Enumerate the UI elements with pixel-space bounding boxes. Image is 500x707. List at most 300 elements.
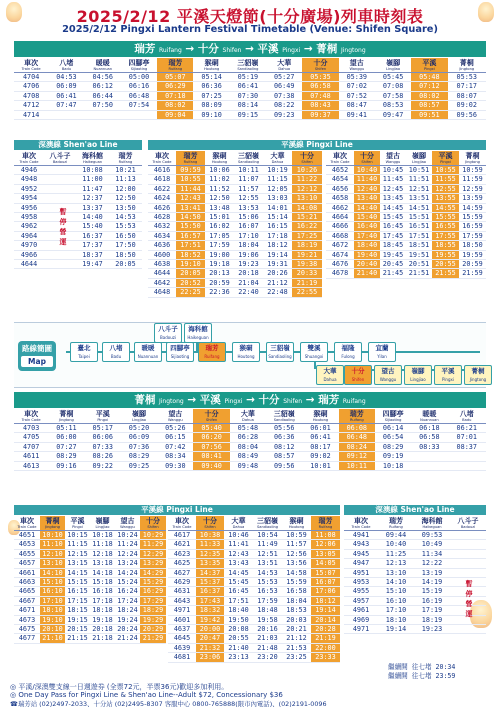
table-row xyxy=(326,184,486,193)
table-cell: 07:27 xyxy=(48,442,84,451)
table-cell: 07:36 xyxy=(121,442,157,451)
table-cell: 11:15 xyxy=(263,175,292,184)
table-cell: 09:48 xyxy=(230,461,266,470)
table-cell: 12:55 xyxy=(432,184,459,193)
column-header: 三貂嶺 Sandiaoling xyxy=(234,151,263,166)
table-cell: 09:02 xyxy=(448,101,486,110)
table-cell: 08:02 xyxy=(157,101,193,110)
timetable-shifen-ruifang xyxy=(168,516,340,663)
table-row xyxy=(168,531,340,540)
table-cell: 08:41 xyxy=(193,452,229,461)
map-station-haikeguan: 海科館 Haikeguan xyxy=(184,323,212,343)
table-cell: 23:25 xyxy=(282,653,311,662)
timetable-ruifang-jingtong xyxy=(14,58,486,120)
table-cell: 08:33 xyxy=(411,442,447,451)
table-cell: 4625 xyxy=(168,559,196,568)
table-cell: 06:48 xyxy=(121,91,157,100)
table-cell: 16:51 xyxy=(406,222,432,231)
table-cell: 12:50 xyxy=(205,194,234,203)
table-cell: 04:53 xyxy=(48,73,84,82)
table-cell: 4667 xyxy=(14,596,40,605)
table-cell: 16:40 xyxy=(354,222,380,231)
column-header: 車次 Train Code xyxy=(14,58,48,73)
table-cell: 20:29 xyxy=(140,625,166,634)
column-header: 十分 Shifen xyxy=(292,151,322,166)
table-cell: 14:53 xyxy=(109,213,142,222)
table-cell: 19:21 xyxy=(292,250,322,259)
table-cell: 14:50 xyxy=(176,213,205,222)
table-cell: 20:45 xyxy=(380,260,406,269)
table-cell: 06:16 xyxy=(121,82,157,91)
section-banner-pingxi-inbound: 平溪線 Pingxi Line xyxy=(14,505,340,515)
table-cell: 12:51 xyxy=(253,549,282,558)
table-cell: 14:19 xyxy=(414,578,450,587)
table-row xyxy=(14,625,166,634)
table-cell: 12:55 xyxy=(234,194,263,203)
table-row xyxy=(14,531,166,540)
table-cell: 21:19 xyxy=(311,634,340,643)
map-station-dahua: 大華 Dahua xyxy=(316,365,344,385)
table-cell: 14:10 xyxy=(378,578,414,587)
table-cell: 20:03 xyxy=(282,615,311,624)
route-map xyxy=(14,322,486,388)
table-cell: 16:22 xyxy=(292,222,322,231)
table-cell: 4648 xyxy=(148,288,176,297)
table-cell: 18:32 xyxy=(196,606,224,615)
table-cell: 21:40 xyxy=(354,269,380,278)
column-header: 平溪 Pingxi xyxy=(432,151,459,166)
column-header: 瑞芳 Ruifang xyxy=(109,151,142,166)
table-header-row xyxy=(326,151,486,166)
table-row xyxy=(14,110,486,119)
table-header-row xyxy=(344,516,486,531)
page-title: 2025/2/12 平溪天燈節(十分廣場)列車時刻表 xyxy=(76,7,424,26)
table-cell: 06:49 xyxy=(266,82,302,91)
table-cell: 19:55 xyxy=(432,250,459,259)
table-cell: 08:12 xyxy=(266,442,302,451)
table-header-row xyxy=(168,516,340,531)
table-header-row xyxy=(14,516,166,531)
table-row xyxy=(168,559,340,568)
route-banner-inbound: 菁桐 Jingtong → 平溪 Pingxi → 十分 Shifen → 瑞芳 Ruifang xyxy=(14,392,486,408)
map-station-yilan: 宜蘭 Yilan xyxy=(368,342,396,362)
column-header: 十分 Shifen xyxy=(193,409,229,424)
table-cell: 13:29 xyxy=(140,559,166,568)
table-cell: 23:06 xyxy=(196,653,224,662)
table-cell: 13:37 xyxy=(76,203,109,212)
timetable-jingtong-shifen xyxy=(14,516,166,644)
table-cell: 10:08 xyxy=(76,166,109,175)
column-header: 車次 Train Code xyxy=(168,516,196,531)
table-cell: 4970 xyxy=(14,241,44,250)
table-cell: 19:51 xyxy=(406,250,432,259)
table-cell: 07:42 xyxy=(157,442,193,451)
table-row xyxy=(14,596,166,605)
table-cell xyxy=(44,184,76,193)
table-cell: 10:40 xyxy=(378,540,414,549)
table-cell: 10:19 xyxy=(263,166,292,175)
column-header: 三貂嶺 Sandiaoling xyxy=(230,58,266,73)
table-cell: 4629 xyxy=(168,578,196,587)
table-cell: 18:53 xyxy=(282,606,311,615)
table-cell: 10:38 xyxy=(196,531,224,540)
table-cell: 16:55 xyxy=(432,222,459,231)
table-cell: 16:45 xyxy=(224,587,253,596)
table-cell: 18:15 xyxy=(65,606,90,615)
table-cell: 15:15 xyxy=(65,578,90,587)
column-header: 車次 Train Code xyxy=(326,151,354,166)
column-header: 平溪 Pingxi xyxy=(85,409,121,424)
table-cell: 13:43 xyxy=(224,559,253,568)
table-row xyxy=(14,568,166,577)
table-cell: 06:41 xyxy=(230,82,266,91)
table-row xyxy=(148,269,322,278)
table-cell: 08:02 xyxy=(411,91,447,100)
table-cell: 15:01 xyxy=(205,213,234,222)
table-cell: 4601 xyxy=(168,615,196,624)
table-cell: 15:50 xyxy=(176,222,205,231)
table-cell: 15:53 xyxy=(109,222,142,231)
table-cell: 4712 xyxy=(14,101,48,110)
table-cell: 16:45 xyxy=(380,222,406,231)
table-cell: 06:58 xyxy=(302,82,338,91)
table-cell: 19:14 xyxy=(378,625,414,634)
table-cell: 06:41 xyxy=(48,91,84,100)
table-row xyxy=(14,175,142,184)
table-cell: 15:10 xyxy=(378,587,414,596)
table-row xyxy=(14,241,142,250)
column-header: 車次 Train Code xyxy=(14,151,44,166)
table-row xyxy=(14,231,142,240)
table-cell: 19:14 xyxy=(263,250,292,259)
column-header: 海科館 Haikeguan xyxy=(76,151,109,166)
table-cell: 17:50 xyxy=(109,241,142,250)
timetable-shifen-jingtong xyxy=(326,151,486,279)
table-cell: 08:47 xyxy=(339,101,375,110)
table-cell: 20:21 xyxy=(282,625,311,634)
table-cell: 23:33 xyxy=(311,653,340,662)
table-row xyxy=(148,250,322,259)
table-cell xyxy=(411,452,447,461)
table-cell: 16:37 xyxy=(76,231,109,240)
table-cell: 10:06 xyxy=(205,166,234,175)
table-cell: 12:43 xyxy=(176,194,205,203)
table-cell: 21:59 xyxy=(459,269,486,278)
column-header: 嶺腳 Lingjiao xyxy=(375,58,411,73)
table-cell: 05:26 xyxy=(157,424,193,433)
table-cell: 11:44 xyxy=(176,184,205,193)
table-cell: 18:50 xyxy=(109,250,142,259)
table-cell: 10:51 xyxy=(406,166,432,175)
table-cell: 12:13 xyxy=(378,559,414,568)
table-row xyxy=(344,531,486,540)
table-row xyxy=(14,73,486,82)
map-station-houtong: 猴硐 Houtong xyxy=(232,342,260,362)
table-cell: 14:51 xyxy=(406,203,432,212)
table-cell: 21:29 xyxy=(140,634,166,643)
table-cell xyxy=(450,625,486,634)
table-cell: 16:10 xyxy=(40,587,65,596)
table-cell: 4946 xyxy=(14,166,44,175)
table-cell: 12:40 xyxy=(354,184,380,193)
table-cell: 4632 xyxy=(148,222,176,231)
table-cell: 18:29 xyxy=(140,606,166,615)
table-cell: 11:02 xyxy=(205,175,234,184)
table-cell: 08:49 xyxy=(230,452,266,461)
table-cell: 14:55 xyxy=(432,203,459,212)
map-station-wanggu: 望古 Wanggu xyxy=(374,365,402,385)
table-cell: 06:18 xyxy=(411,424,447,433)
table-cell: 09:04 xyxy=(157,110,193,119)
column-header: 望古 Wanggu xyxy=(380,151,406,166)
table-cell: 20:18 xyxy=(234,269,263,278)
table-cell: 15:40 xyxy=(76,222,109,231)
table-cell: 08:57 xyxy=(411,101,447,110)
table-cell: 18:55 xyxy=(432,241,459,250)
table-cell: 19:50 xyxy=(224,615,253,624)
table-row xyxy=(326,231,486,240)
table-cell: 08:37 xyxy=(448,442,486,451)
route-banner-outbound: 瑞芳 Ruifang → 十分 Shifen → 平溪 Pingxi → 菁桐 Jingtong xyxy=(14,41,486,57)
table-cell: 19:31 xyxy=(263,260,292,269)
table-cell: 09:16 xyxy=(48,461,84,470)
table-row xyxy=(168,568,340,577)
table-cell: 4618 xyxy=(148,175,176,184)
table-cell: 10:11 xyxy=(234,166,263,175)
table-cell: 11:51 xyxy=(406,175,432,184)
table-cell: 06:54 xyxy=(375,433,411,442)
column-header: 車次 Train Code xyxy=(14,409,48,424)
table-row xyxy=(14,549,166,558)
section-banner-pingxi: 平溪線 Pingxi Line xyxy=(148,140,486,150)
table-cell: 11:08 xyxy=(311,531,340,540)
table-cell: 15:45 xyxy=(380,213,406,222)
table-cell: 12:15 xyxy=(65,549,90,558)
table-cell: 10:55 xyxy=(176,175,205,184)
table-cell: 21:24 xyxy=(115,634,140,643)
table-cell: 12:12 xyxy=(292,184,322,193)
table-cell: 10:45 xyxy=(380,166,406,175)
table-cell: 4668 xyxy=(326,231,354,240)
table-cell: 20:14 xyxy=(311,615,340,624)
table-cell: 09:30 xyxy=(157,461,193,470)
table-cell: 21:10 xyxy=(40,634,65,643)
table-cell: 15:18 xyxy=(90,578,115,587)
table-cell: 10:46 xyxy=(224,531,253,540)
table-cell: 4613 xyxy=(14,461,48,470)
table-cell: 4653 xyxy=(14,540,40,549)
table-cell: 4948 xyxy=(14,175,44,184)
table-cell: 17:59 xyxy=(253,596,282,605)
table-cell: 4655 xyxy=(14,549,40,558)
column-header: 瑞芳 Ruifang xyxy=(157,58,193,73)
table-cell: 20:47 xyxy=(196,634,224,643)
table-cell: 16:02 xyxy=(205,222,234,231)
table-cell: 15:19 xyxy=(414,587,450,596)
table-cell: 4677 xyxy=(14,634,40,643)
table-cell: 09:12 xyxy=(339,452,375,461)
table-cell: 08:17 xyxy=(302,442,338,451)
table-cell xyxy=(450,540,486,549)
table-cell: 07:54 xyxy=(121,101,157,110)
table-cell: 15:06 xyxy=(234,213,263,222)
table-cell: 19:24 xyxy=(115,615,140,624)
table-cell: 19:18 xyxy=(205,260,234,269)
table-cell: 4941 xyxy=(344,531,378,540)
table-cell: 4681 xyxy=(168,653,196,662)
table-cell: 18:19 xyxy=(292,241,322,250)
table-cell: 13:55 xyxy=(432,194,459,203)
table-cell: 21:53 xyxy=(282,643,311,652)
table-row xyxy=(148,194,322,203)
table-row xyxy=(14,213,142,222)
table-cell: 05:20 xyxy=(121,424,157,433)
table-cell: 11:00 xyxy=(76,175,109,184)
table-cell: 05:53 xyxy=(448,73,486,82)
section-banner-shenao: 深澳線 Shen'ao Line xyxy=(14,140,142,150)
table-cell: 06:08 xyxy=(339,424,375,433)
table-cell: 07:47 xyxy=(48,101,84,110)
table-cell: 4708 xyxy=(14,91,48,100)
column-header: 車次 Train Code xyxy=(344,516,378,531)
timetable-jingtong-badu xyxy=(14,409,486,471)
table-cell: 4626 xyxy=(148,203,176,212)
table-cell: 13:53 xyxy=(234,203,263,212)
table-cell: 18:52 xyxy=(176,250,205,259)
table-cell: 13:35 xyxy=(196,559,224,568)
table-cell: 19:38 xyxy=(292,260,322,269)
table-row xyxy=(14,101,486,110)
table-cell: 11:07 xyxy=(234,175,263,184)
column-header: 瑞芳 Ruifang xyxy=(176,151,205,166)
table-cell: 07:30 xyxy=(230,91,266,100)
column-header: 猴硐 Houtong xyxy=(205,151,234,166)
table-cell: 17:18 xyxy=(263,231,292,240)
table-cell: 14:40 xyxy=(76,213,109,222)
map-station-sandiaoling: 三貂嶺 Sandiaoling xyxy=(266,342,294,362)
table-cell: 13:45 xyxy=(380,194,406,203)
map-station-sijiaoting: 四腳亭 Sijiaoting xyxy=(166,342,194,362)
table-cell: 09:40 xyxy=(193,461,229,470)
column-header: 四腳亭 Sijiaoting xyxy=(375,409,411,424)
column-header: 十分 Shifen xyxy=(140,516,166,531)
table-cell: 4642 xyxy=(148,278,176,287)
table-cell: 12:22 xyxy=(414,559,450,568)
table-cell: 08:14 xyxy=(230,101,266,110)
table-cell: 10:54 xyxy=(253,531,282,540)
column-header: 三貂嶺 Sandiaoling xyxy=(253,516,282,531)
table-cell: 4961 xyxy=(344,606,378,615)
table-cell: 09:37 xyxy=(302,110,338,119)
table-row xyxy=(168,615,340,624)
table-cell: 14:24 xyxy=(115,568,140,577)
table-cell: 17:51 xyxy=(224,596,253,605)
table-cell: 12:43 xyxy=(224,549,253,558)
table-cell: 18:37 xyxy=(76,250,109,259)
table-cell: 11:33 xyxy=(196,540,224,549)
column-header: 猴硐 Houtong xyxy=(193,58,229,73)
table-row xyxy=(326,203,486,212)
table-row xyxy=(14,540,166,549)
table-cell: 17:25 xyxy=(292,231,322,240)
table-cell: 23:20 xyxy=(253,653,282,662)
table-row xyxy=(14,559,166,568)
table-cell: 17:05 xyxy=(205,231,234,240)
table-cell: 4644 xyxy=(148,269,176,278)
table-cell: 19:10 xyxy=(40,615,65,624)
table-cell: 16:37 xyxy=(196,587,224,596)
table-cell: 11:29 xyxy=(140,540,166,549)
timetable-ruifang-shifen xyxy=(148,151,322,298)
table-cell xyxy=(121,110,157,119)
table-cell: 20:28 xyxy=(311,625,340,634)
table-cell: 20:40 xyxy=(354,260,380,269)
table-cell: 10:18 xyxy=(375,461,411,470)
table-cell: 15:14 xyxy=(263,213,292,222)
table-row xyxy=(168,587,340,596)
table-cell: 19:29 xyxy=(140,615,166,624)
column-header: 八斗子 Badouzi xyxy=(44,151,76,166)
table-cell: 21:48 xyxy=(253,643,282,652)
table-row xyxy=(14,260,142,269)
table-cell: 13:19 xyxy=(414,568,450,577)
table-cell: 14:53 xyxy=(253,568,282,577)
table-cell: 4663 xyxy=(14,578,40,587)
table-cell: 4645 xyxy=(168,634,196,643)
table-cell: 11:15 xyxy=(65,540,90,549)
table-cell: 15:07 xyxy=(311,568,340,577)
column-header: 十分 Shifen xyxy=(302,58,338,73)
table-cell: 20:24 xyxy=(115,625,140,634)
table-row xyxy=(168,625,340,634)
table-cell: 11:57 xyxy=(234,184,263,193)
table-cell: 14:40 xyxy=(354,203,380,212)
table-cell: 18:19 xyxy=(414,615,450,624)
table-row xyxy=(14,91,486,100)
table-cell: 4714 xyxy=(14,110,48,119)
table-cell: 07:18 xyxy=(157,91,193,100)
table-cell: 17:43 xyxy=(196,596,224,605)
table-cell: 05:14 xyxy=(193,73,229,82)
table-cell: 4628 xyxy=(148,213,176,222)
table-cell xyxy=(44,175,76,184)
table-cell xyxy=(411,461,447,470)
table-row xyxy=(14,194,142,203)
table-cell: 19:06 xyxy=(234,250,263,259)
table-cell: 09:25 xyxy=(121,461,157,470)
table-cell: 09:02 xyxy=(302,452,338,461)
table-cell: 05:17 xyxy=(85,424,121,433)
table-cell: 18:40 xyxy=(354,241,380,250)
table-cell: 4673 xyxy=(14,615,40,624)
table-cell: 05:48 xyxy=(230,424,266,433)
table-cell: 4678 xyxy=(326,269,354,278)
table-row xyxy=(344,559,486,568)
table-cell: 13:56 xyxy=(282,559,311,568)
suspended-note: 暫停營運 xyxy=(59,208,67,248)
table-cell: 22:36 xyxy=(205,288,234,297)
table-cell: 17:51 xyxy=(406,231,432,240)
table-cell: 18:50 xyxy=(459,241,486,250)
table-cell: 21:04 xyxy=(234,278,263,287)
table-cell: 4969 xyxy=(344,615,378,624)
map-station-badu: 八堵 Badu xyxy=(102,342,130,362)
table-row xyxy=(168,596,340,605)
table-cell: 06:00 xyxy=(48,433,84,442)
table-cell: 14:45 xyxy=(224,568,253,577)
table-cell: 4705 xyxy=(14,433,48,442)
table-cell: 13:50 xyxy=(109,203,142,212)
